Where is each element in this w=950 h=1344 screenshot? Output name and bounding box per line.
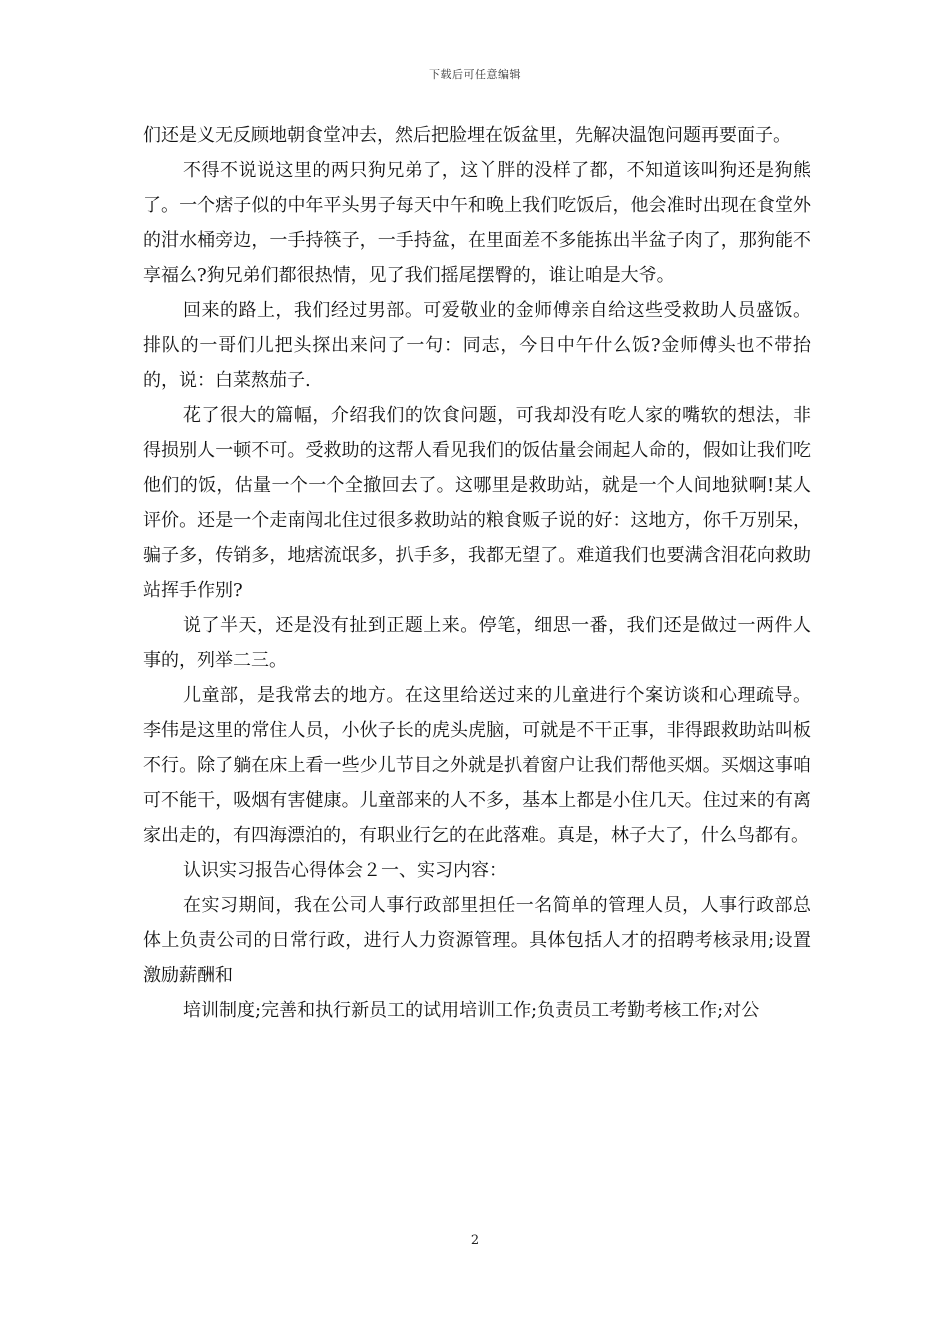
paragraph-7: 在实习期间，我在公司人事行政部里担任一名简单的管理人员，人事行政部总体上负责公司的日常行政，进行人力资源管理。具体包括人才的招聘考核录用;设置激励薪酬和	[143, 895, 811, 986]
section-heading: 认识实习报告心得体会２一、实习内容：	[183, 860, 507, 881]
paragraph-4: 花了很大的篇幅，介绍我们的饮食问题，可我却没有吃人家的嘴软的想法，非得损别人一顿不可。受救助的这帮人看见我们的饭估量会闹起人命的，假如让我们吃他们的饭，估量一个一个全撤回去了。这哪里是救助站，就是一个人间地狱啊!某人评价。还是一个走南闯北住过很多救助站的粮食贩子说的好：这地方，你千万别呆，骗子多，传销多，地痞流氓多，扒手多，我都无望了。难道我们也要满含泪花向救助站挥手作别?	[143, 405, 811, 601]
document-body	[143, 118, 811, 1028]
paragraph-3: 回来的路上，我们经过男部。可爱敬业的金师傅亲自给这些受救助人员盛饭。排队的一哥们儿把头探出来问了一句：同志，今日中午什么饭?金师傅头也不带抬的，说：白菜熬茄子.	[143, 300, 811, 391]
paragraph-5: 说了半天，还是没有扯到正题上来。停笔，细思一番，我们还是做过一两件人事的，列举二三。	[143, 615, 811, 671]
page-header: 下载后可任意编辑	[429, 68, 521, 81]
paragraph-2: 不得不说说这里的两只狗兄弟了，这丫胖的没样了都，不知道该叫狗还是狗熊了。一个痞子似的中年平头男子每天中午和晚上我们吃饭后，他会准时出现在食堂外的泔水桶旁边，一手持筷子，一手持盆，在里面差不多能拣出半盆子肉了，那狗能不享福么?狗兄弟们都很热情，见了我们摇尾摆臀的，谁让咱是大爷。	[143, 160, 811, 286]
page-number: 2	[470, 1233, 480, 1248]
paragraph-6: 儿童部，是我常去的地方。在这里给送过来的儿童进行个案访谈和心理疏导。李伟是这里的常住人员，小伙子长的虎头虎脑，可就是不干正事，非得跟救助站叫板不行。除了躺在床上看一些少儿节目之外就是扒着窗户让我们帮他买烟。买烟这事咱可不能干，吸烟有害健康。儿童部来的人不多，基本上都是小住几天。住过来的有离家出走的，有四海漂泊的，有职业行乞的在此落难。真是，林子大了，什么鸟都有。	[143, 685, 811, 846]
paragraph-8: 培训制度;完善和执行新员工的试用培训工作;负责员工考勤考核工作;对公	[183, 1000, 760, 1021]
paragraph-1: 们还是义无反顾地朝食堂冲去，然后把脸埋在饭盆里，先解决温饱问题再要面子。	[143, 125, 791, 146]
